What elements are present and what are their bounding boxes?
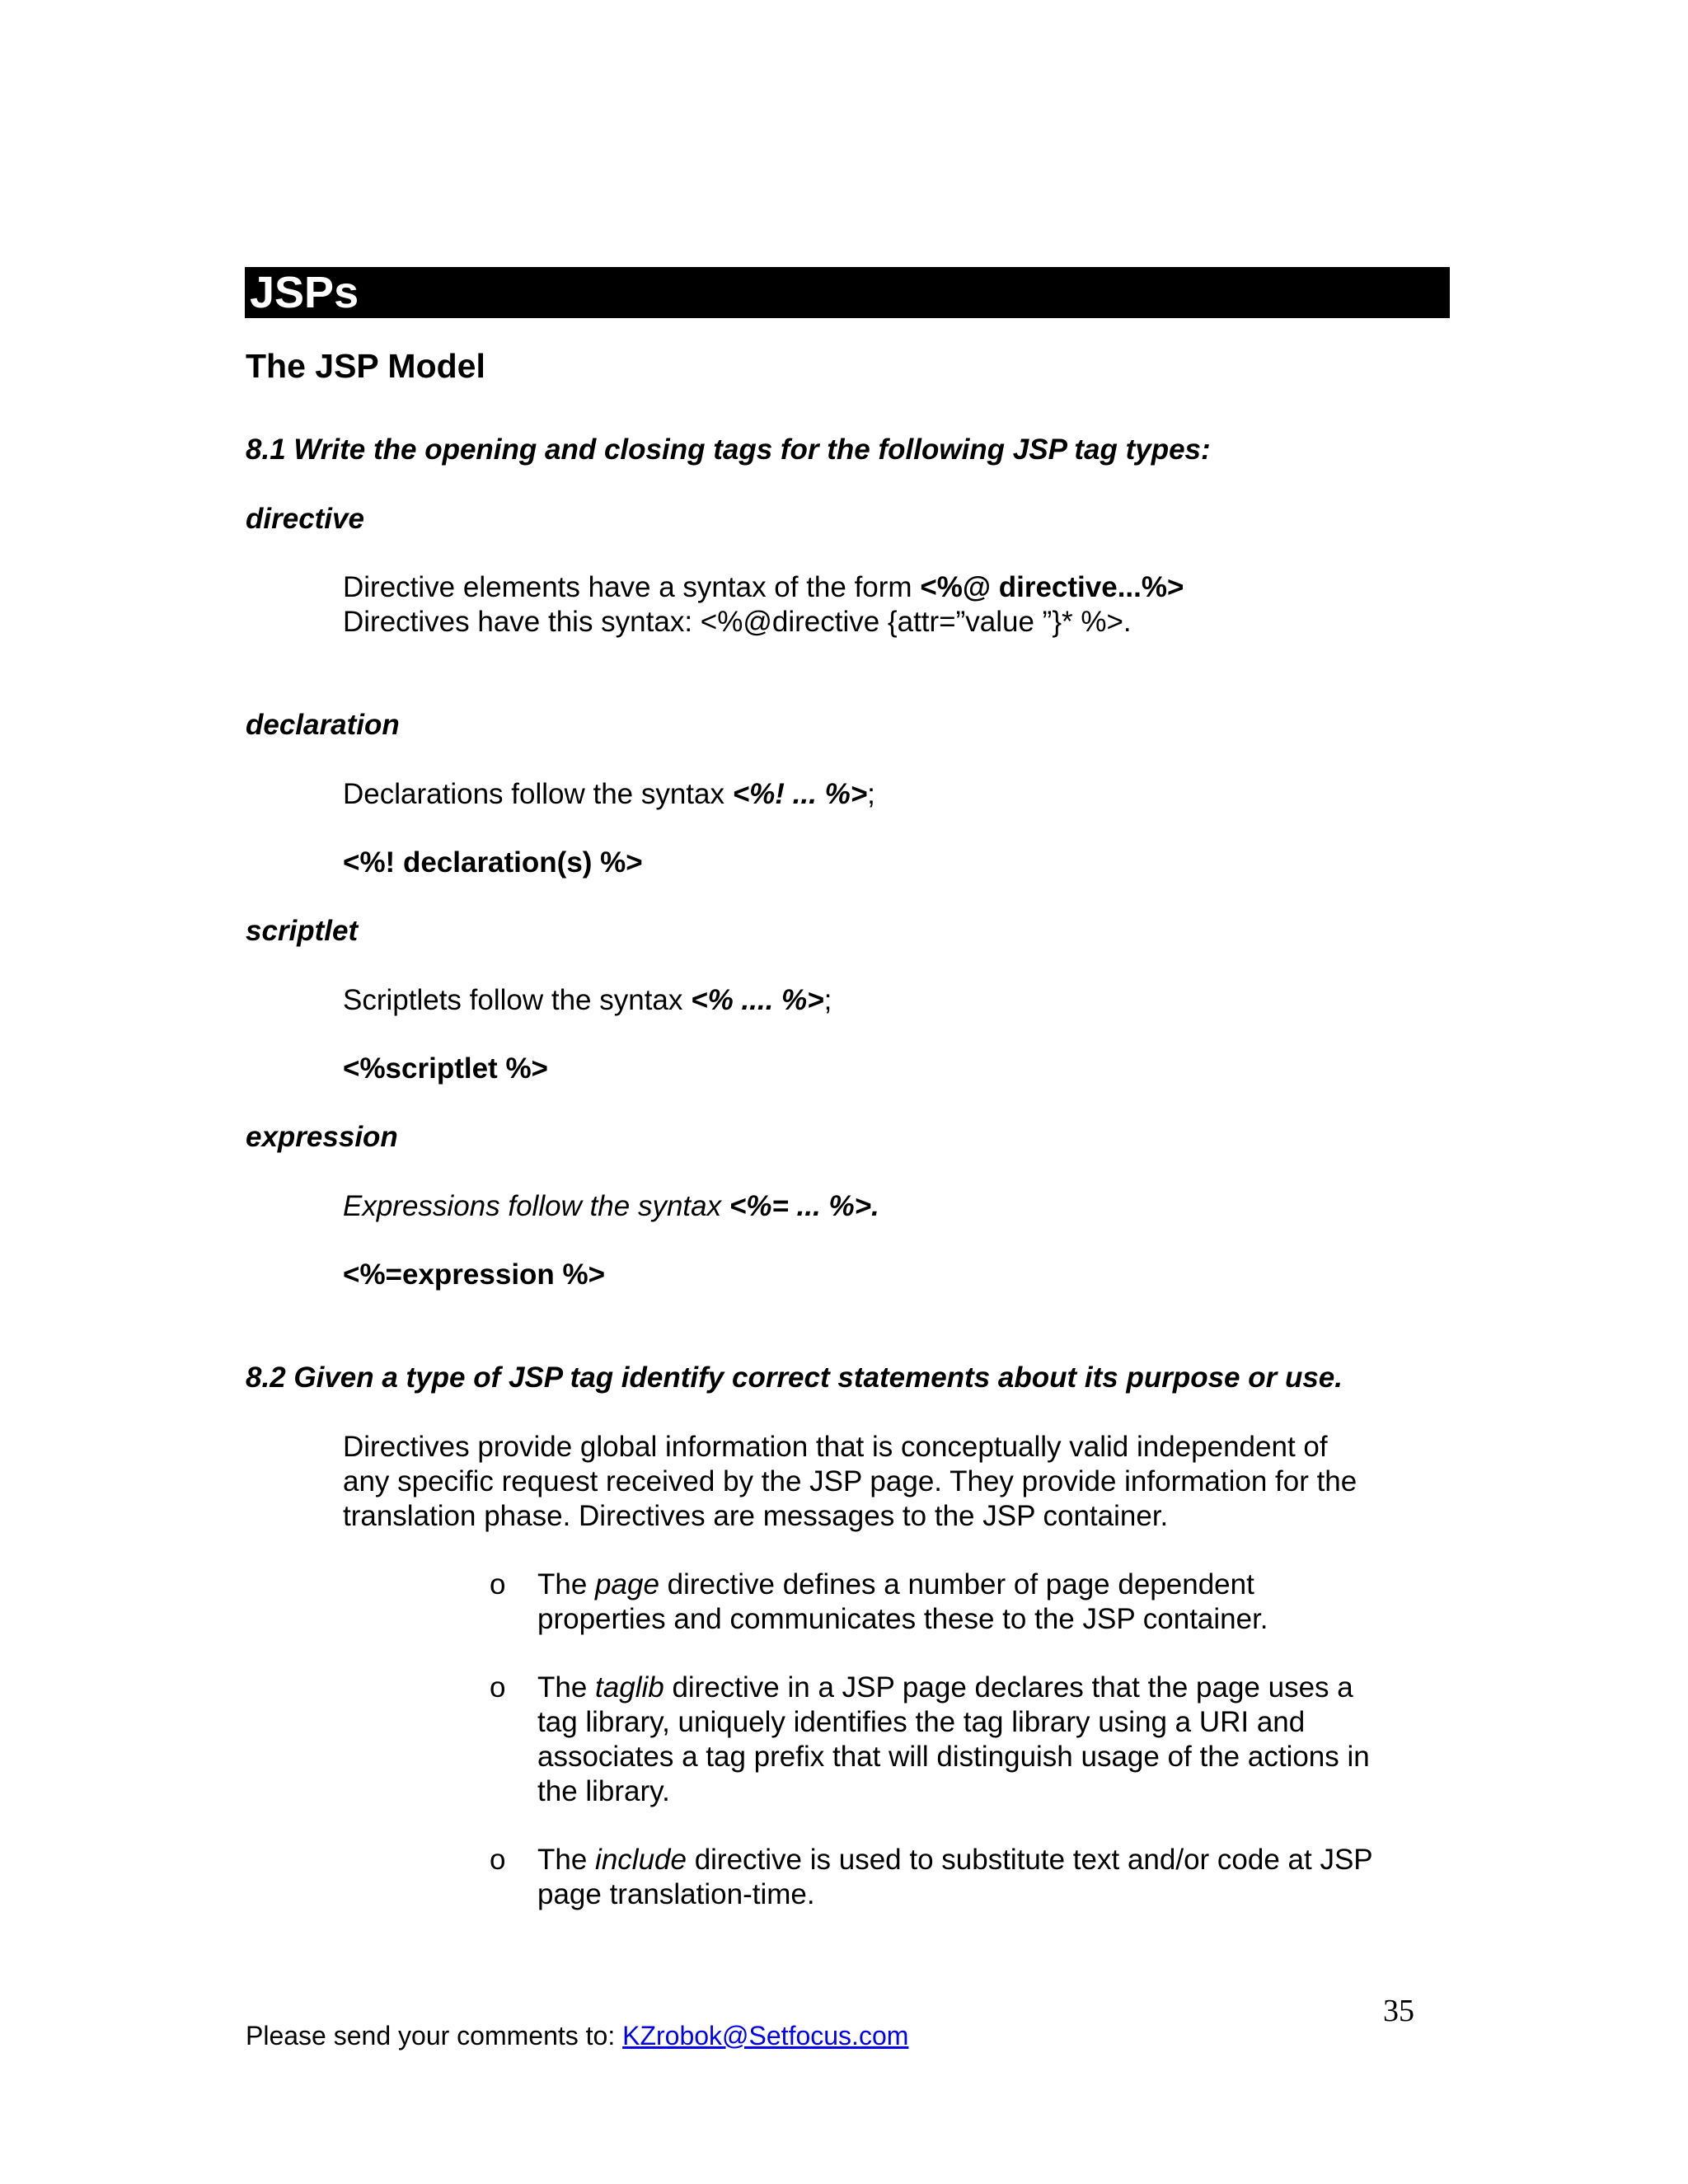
section-title: The JSP Model [246, 347, 485, 385]
footer-prefix: Please send your comments to: [246, 2021, 623, 2050]
footer [246, 2019, 908, 2052]
directive-label: directive [246, 503, 364, 535]
list-item-page-directive [537, 1568, 1254, 1602]
list-item-include-directive [537, 1843, 1373, 1877]
bullet-1-term: page [595, 1568, 659, 1601]
bullet-1-post: directive defines a number of page dependent [659, 1568, 1254, 1601]
declaration-line-1-end: ; [867, 778, 875, 810]
bullet-2-post: directive in a JSP page declares that the page uses a [663, 1671, 1353, 1704]
declaration-line-1-text: Declarations follow the syntax [343, 778, 733, 810]
scriptlet-line-1 [343, 983, 832, 1018]
expression-line-1 [343, 1189, 879, 1224]
bullet-marker: o [490, 1671, 506, 1704]
expression-label: expression [246, 1121, 398, 1153]
question-8-1: 8.1 Write the opening and closing tags for the following JSP tag types: [246, 434, 1211, 466]
declaration-label: declaration [246, 709, 400, 741]
question-8-2: 8.2 Given a type of JSP tag identify correct statements about its purpose or use. [246, 1361, 1343, 1394]
q82-intro-line-3: translation phase. Directives are messages to the JSP container. [343, 1500, 1169, 1532]
declaration-syntax-code: <%! ... %> [732, 778, 868, 810]
directive-line-1-text: Directive elements have a syntax of the form [343, 571, 921, 603]
bullet-2-line-4: the library. [537, 1775, 670, 1807]
bullet-2-pre: The [537, 1671, 596, 1704]
bullet-3-term: include [595, 1844, 687, 1876]
q82-intro-line-1: Directives provide global information that is conceptually valid independent of [343, 1431, 1328, 1463]
bullet-2-line-2: tag library, uniquely identifies the tag library using a URI and [537, 1706, 1306, 1738]
declaration-example: <%! declaration(s) %> [343, 846, 643, 879]
bullet-marker: o [490, 1844, 506, 1876]
scriptlet-line-1-text: Scriptlets follow the syntax [343, 984, 692, 1016]
bullet-3-line-2: page translation-time. [537, 1878, 815, 1910]
footer-email-link[interactable]: KZrobok@Setfocus.com [622, 2021, 909, 2050]
expression-line-1-text: Expressions follow the syntax [343, 1190, 729, 1222]
chapter-banner [245, 267, 1450, 318]
bullet-2-term: taglib [595, 1671, 664, 1704]
bullet-1-pre: The [537, 1568, 596, 1601]
scriptlet-syntax-code: <% .... %> [691, 984, 824, 1016]
directive-syntax-code: <%@ directive...%> [920, 571, 1184, 603]
directive-line-1 [343, 570, 1184, 605]
expression-syntax-code: <%= ... %>. [729, 1190, 879, 1222]
scriptlet-example: <%scriptlet %> [343, 1052, 548, 1085]
bullet-2-line-3: associates a tag prefix that will distinguish usage of the actions in [537, 1741, 1370, 1773]
declaration-line-1 [343, 777, 875, 812]
scriptlet-line-1-end: ; [823, 984, 832, 1016]
q82-intro-line-2: any specific request received by the JSP page. They provide information for the [343, 1465, 1357, 1497]
bullet-marker: o [490, 1568, 506, 1601]
bullet-3-pre: The [537, 1844, 596, 1876]
expression-example: <%=expression %> [343, 1258, 606, 1291]
page-number: 35 [1383, 1994, 1414, 2028]
bullet-3-post: directive is used to substitute text and/or code at JSP [686, 1844, 1373, 1876]
directive-line-2: Directives have this syntax: <%@directive {attr=”value ”}* %>. [343, 606, 1132, 638]
list-item-taglib-directive [537, 1671, 1353, 1705]
scriptlet-label: scriptlet [246, 915, 359, 947]
chapter-title: JSPs [250, 268, 359, 317]
bullet-1-line-2: properties and communicates these to the JSP container. [537, 1603, 1268, 1635]
